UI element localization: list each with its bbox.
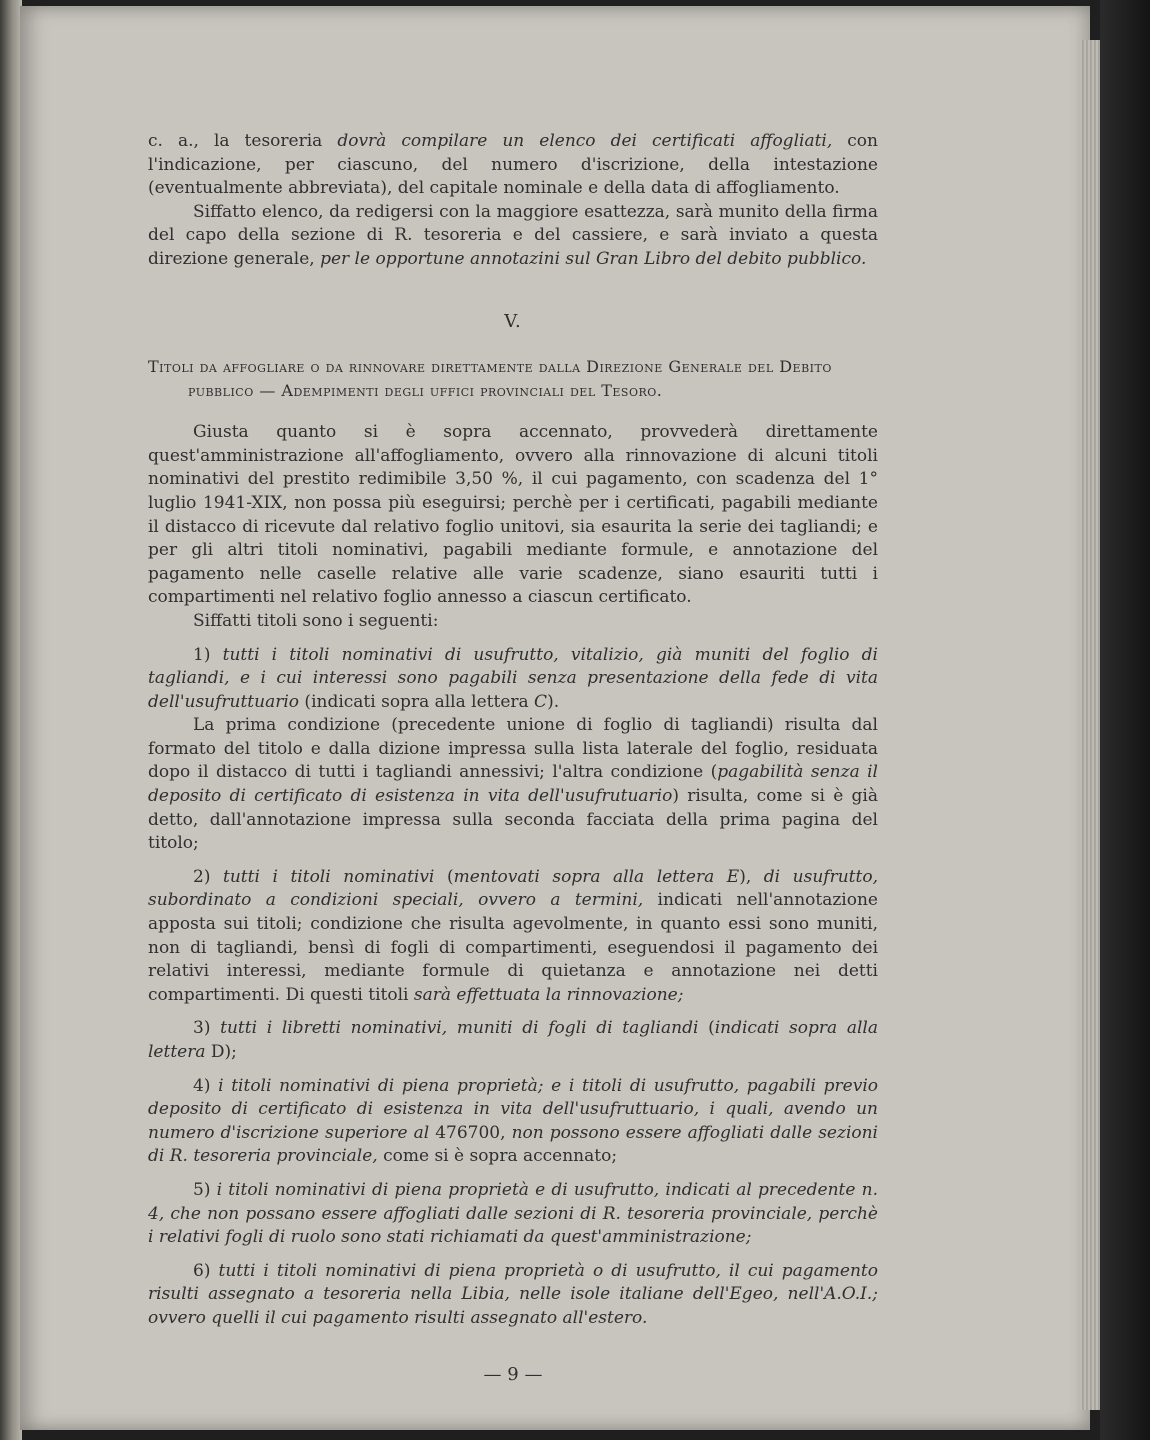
text: con l'indicazione, per ciascuno, del numero d'iscrizione, della intestazione (eventualmente abbreviata), del capitale nominale e della data di affogliamento. [148,131,878,199]
page-content [148,130,878,1386]
italic-text: mentovati sopra alla lettera E [453,866,740,887]
paragraph [148,201,878,272]
book-cover [1100,0,1150,1440]
section-number: V. [504,310,522,332]
text: come si è sopra accennato; [377,1146,618,1167]
text: (indicati sopra alla lettera [299,691,535,712]
text: 3) [193,1018,221,1039]
text: 5) [193,1179,217,1200]
text: indicati nell'annotazione apposta sui titoli; condizione che risulta agevolmente, in quanto essi sono muniti, non di tagliandi, bensì di fogli di compartimenti, eseguendosi il pagamento dei relativi interessi, mediante formule di quietanza e annotazione nei detti compartimenti. Di questi titoli [148,890,878,1005]
paragraph [148,421,878,610]
text: Siffatto elenco, da redigersi con la maggiore esattezza, sarà munito della firma del capo della sezione di R. tesoreria e del cassiere, e sarà inviato a questa direzione generale, [148,201,878,269]
italic-text: tutti i libretti nominativi, muniti di fogli di tagliandi [220,1018,699,1039]
section-heading [108,355,878,403]
italic-text: C [534,691,548,712]
italic-text: non possono essere affogliati dalle sezioni di R. tesoreria provinciale, [148,1122,878,1167]
paragraph [148,130,878,201]
section-heading-line2: pubblico — Adempimenti degli uffici provinciali del Tesoro. [188,381,663,401]
text: c. a., la tesoreria [148,131,338,151]
text: ) risulta, come si è già detto, dall'annotazione impressa sulla seconda facciata della prima pagina del titolo; [148,786,878,854]
text: ( [434,866,454,887]
body-paragraphs [148,421,878,1330]
paragraph [148,866,878,1008]
paragraph [148,1075,878,1169]
italic-text: i titoli nominativi di piena proprietà; e i titoli di usufrutto, pagabili previo deposito di certificato di esistenza in vita dell'usufruttuario, i quali, avendo un numero d'iscrizione superiore al [148,1075,878,1143]
paragraph [148,610,878,634]
text: 4) [193,1075,219,1096]
text: Giusta quanto si è sopra accennato, provvederà direttamente quest'amministrazione all'affogliamento, ovvero alla rinnovazione di alcuni titoli nominativi del prestito redimibile 3,50 %, il cui pagamento, con scadenza del 1° luglio 1941-XIX, non possa più eseguirsi; perchè per i certificati, pagabili mediante il distacco di ricevute dal relativo foglio unitovi, sia esaurita la serie dei tagliandi; e per gli altri titoli nominativi, pagabili mediante formule, e annotazione del pagamento nelle caselle relative alle varie scadenze, siano esauriti tutti i compartimenti nel relativo foglio annesso a ciascun certificato. [148,422,878,608]
paragraph [148,1179,878,1250]
paragraph [148,1260,878,1331]
book-gutter [0,0,22,1440]
section-heading-line1: Titoli da affogliare o da rinnovare direttamente dalla Direzione Generale del Debito [148,357,832,377]
paragraph [148,1017,878,1064]
italic-text: tutti i titoli nominativi di usufrutto, vitalizio, già muniti del foglio di tagliandi, e i cui interessi sono pagabili senza presentazione della fede di vita dell'usufruttuario [148,644,878,712]
text: ( [698,1018,715,1039]
italic-text: i titoli nominativi di piena proprietà e di usufrutto, indicati al precedente n. 4, che non possano essere affogliati dalle sezioni di R. tesoreria provinciale, perchè i relativi fogli di ruolo sono stati richiamati da quest'amministrazione; [148,1179,878,1248]
text: 2) [193,866,224,887]
italic-text: indicati sopra alla lettera [148,1018,878,1062]
text: D); [205,1042,237,1062]
page-number: — 9 — [483,1363,543,1385]
text: Siffatti titoli sono i seguenti: [193,610,439,631]
italic-text: pagabilità senza il deposito di certificato di esistenza in vita dell'usufrutuario [148,762,878,807]
text: La prima condizione (precedente unione di foglio di tagliandi) risulta dal formato del titolo e dalla dizione impressa sulla lista laterale del foglio, residuata dopo il distacco di tutti i tagliandi annessivi; l'altra condizione ( [148,715,878,783]
intro-paragraphs [148,130,878,272]
text: ). [547,691,560,712]
text: 1) [193,644,223,665]
italic-text: di usufrutto, subordinato a condizioni speciali, ovvero a termini, [148,866,878,911]
text: 476700, [429,1122,512,1143]
italic-text: tutti i titoli nominativi di piena proprietà o di usufrutto, il cui pagamento risulti assegnato a tesoreria nella Libia, nelle isole italiane dell'Egeo, nell'A.O.I.; ovvero quelli il cui pagamento risulti assegnato all'estero. [148,1260,878,1328]
italic-text: per le opportune annotazini sul Gran Libro del debito pubblico. [320,248,867,269]
italic-text: tutti i titoli nominativi [223,866,435,887]
text: ), [739,866,764,887]
paragraph [148,644,878,715]
italic-text: sarà effettuata la rinnovazione; [413,984,684,1005]
paragraph [148,714,878,856]
text: 6) [193,1260,219,1281]
italic-text: dovrà compilare un elenco dei certificati affogliati, [337,131,833,151]
